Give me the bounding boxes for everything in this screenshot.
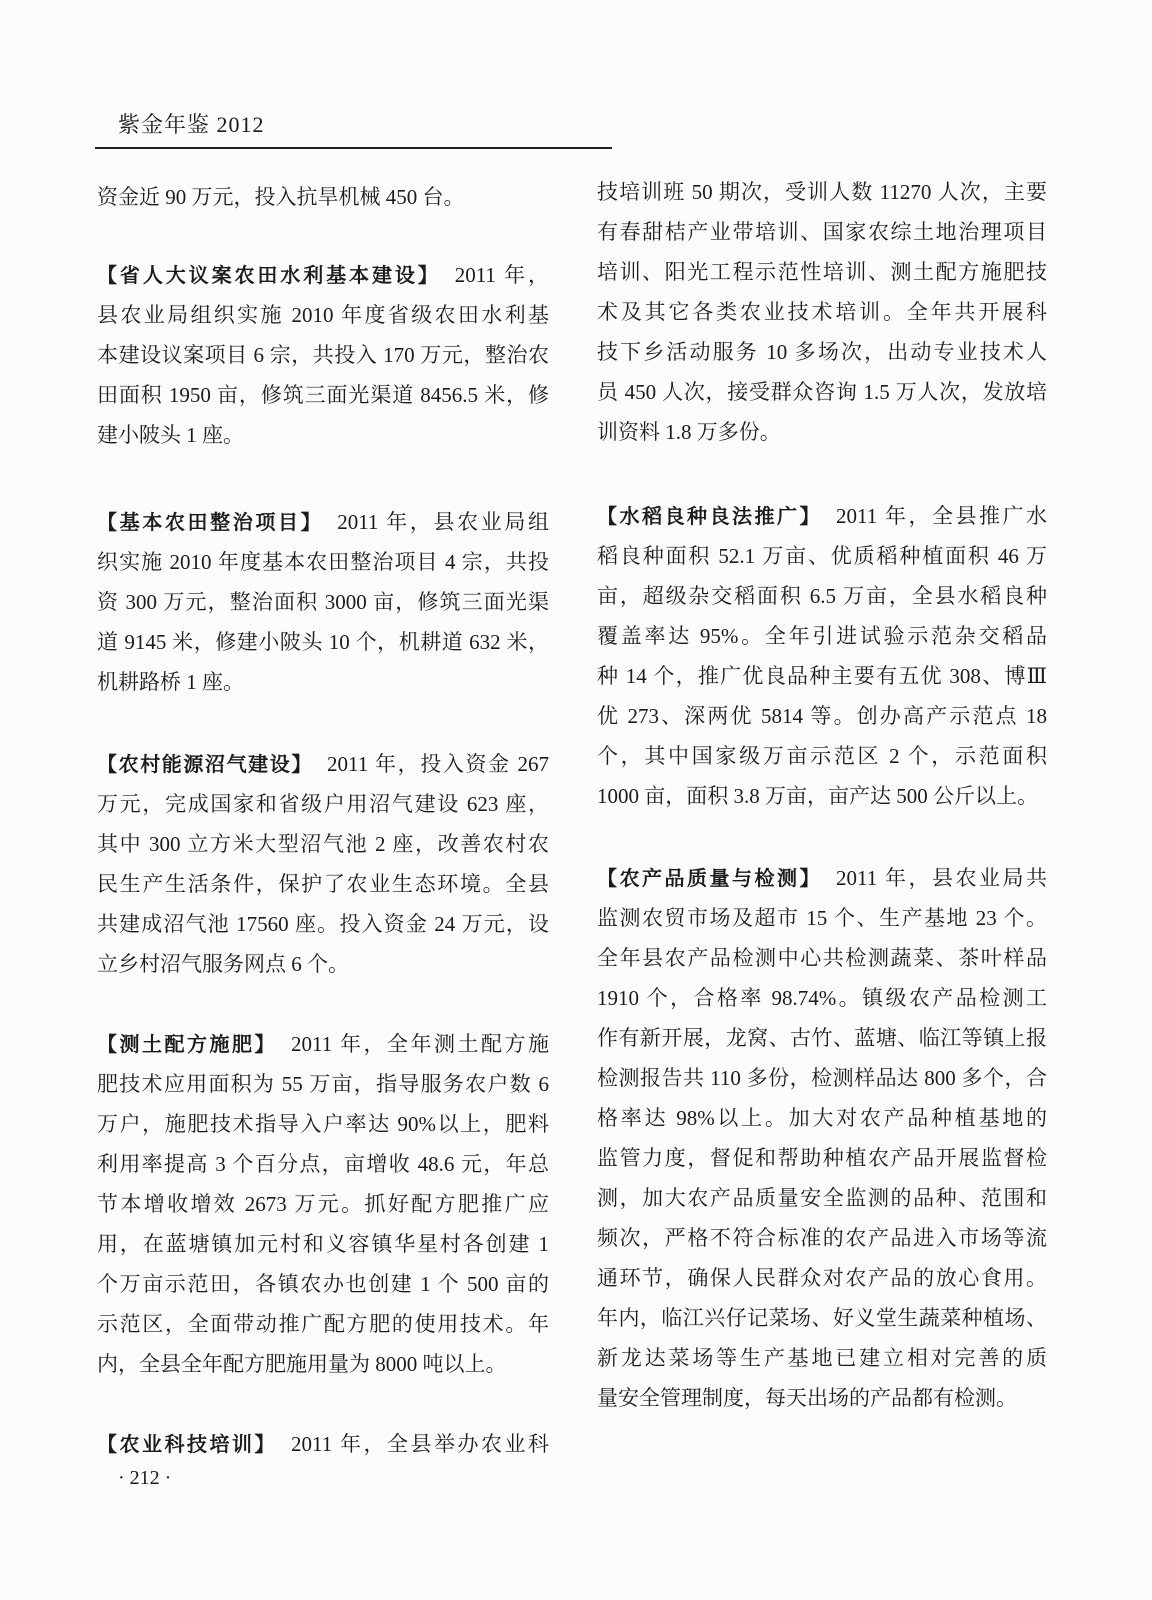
text-line: 个，其中国家级万亩示范区 2 个，示范面积 xyxy=(597,744,1047,768)
text-line: 通环节，确保人民群众对农产品的放心食用。 xyxy=(597,1266,1047,1290)
text-line: 检测报告共 110 多份，检测样品达 800 多个，合 xyxy=(597,1066,1047,1090)
section-heading: 【农产品质量与检测】 xyxy=(597,866,823,890)
text-line: 频次，严格不符合标准的农产品进入市场等流 xyxy=(597,1226,1047,1250)
paragraph-continued-training xyxy=(597,172,1047,452)
section-provincial-irrigation xyxy=(97,255,549,455)
section-heading: 【水稻良种良法推广】 xyxy=(597,504,823,528)
section-produce-quality xyxy=(597,858,1047,1418)
text-line-content: 2011 年，县农业局共 xyxy=(836,866,1047,890)
text-line: 覆盖率达 95%。全年引进试验示范杂交稻品 xyxy=(597,624,1047,648)
text-line: 亩，超级杂交稻面积 6.5 万亩，全县水稻良种 xyxy=(597,584,1047,608)
section-heading: 【基本农田整治项目】 xyxy=(97,510,324,534)
text-line: 建小陂头 1 座。 xyxy=(97,423,244,447)
text-line: 作有新开展，龙窝、古竹、蓝塘、临江等镇上报 xyxy=(597,1026,1047,1050)
text-line: 资金近 90 万元，投入抗旱机械 450 台。 xyxy=(97,185,465,209)
text-line: 员 450 人次，接受群众咨询 1.5 万人次，发放培 xyxy=(597,380,1047,404)
text-line: 1000 亩，面积 3.8 万亩，亩产达 500 公斤以上。 xyxy=(597,784,1038,808)
text-line-content: 2011 年，全年测土配方施 xyxy=(291,1032,549,1056)
text-line: 种 14 个，推广优良品种主要有五优 308、博Ⅲ xyxy=(597,664,1047,688)
text-line: 道 9145 米，修建小陂头 10 个，机耕道 632 米， xyxy=(97,630,549,654)
text-line: 民生产生活条件，保护了农业生态环境。全县 xyxy=(97,872,549,896)
text-line: 术及其它各类农业技术培训。全年共开展科 xyxy=(597,300,1047,324)
text-line xyxy=(597,858,1047,898)
text-line: 监管力度，督促和帮助种植农产品开展监督检 xyxy=(597,1146,1047,1170)
text-line: 格率达 98%以上。加大对农产品种植基地的 xyxy=(597,1106,1047,1130)
section-heading: 【农业科技培训】 xyxy=(97,1432,278,1456)
text-line-content: 2011 年，全县推广水 xyxy=(836,504,1047,528)
text-line: 资 300 万元，整治面积 3000 亩，修筑三面光渠 xyxy=(97,590,549,614)
section-heading: 【农村能源沼气建设】 xyxy=(97,752,313,776)
text-line xyxy=(597,496,1047,536)
text-line: 立乡村沼气服务网点 6 个。 xyxy=(97,952,349,976)
section-farmland-consolidation xyxy=(97,502,549,702)
text-line: 全年县农产品检测中心共检测蔬菜、茶叶样品 xyxy=(597,946,1047,970)
text-line: 有春甜桔产业带培训、国家农综土地治理项目 xyxy=(597,220,1047,244)
text-line: 培训、阳光工程示范性培训、测土配方施肥技 xyxy=(597,260,1047,284)
text-line: 技培训班 50 期次，受训人数 11270 人次，主要 xyxy=(597,180,1047,204)
page-header-title: 紫金年鉴 2012 xyxy=(118,112,265,137)
text-line: 织实施 2010 年度基本农田整治项目 4 宗，共投 xyxy=(97,550,549,574)
paragraph-continued-drought xyxy=(97,177,549,217)
page-number: · 212 · xyxy=(118,1467,172,1489)
text-line xyxy=(97,255,549,295)
text-line: 个万亩示范田，各镇农办也创建 1 个 500 亩的 xyxy=(97,1272,549,1296)
text-line: 万户，施肥技术指导入户率达 90%以上，肥料 xyxy=(97,1112,549,1136)
text-line: 监测农贸市场及超市 15 个、生产基地 23 个。 xyxy=(597,906,1047,930)
text-line xyxy=(97,1424,549,1464)
text-line: 本建设议案项目 6 宗，共投入 170 万元，整治农 xyxy=(97,343,549,367)
text-line: 量安全管理制度，每天出场的产品都有检测。 xyxy=(597,1386,1017,1410)
text-line: 年内，临江兴仔记菜场、好义堂生蔬菜种植场、 xyxy=(597,1306,1047,1330)
text-line xyxy=(97,744,549,784)
text-line: 利用率提高 3 个百分点，亩增收 48.6 元，年总 xyxy=(97,1152,549,1176)
text-line: 机耕路桥 1 座。 xyxy=(97,670,244,694)
section-heading: 【测土配方施肥】 xyxy=(97,1032,278,1056)
text-line: 肥技术应用面积为 55 万亩，指导服务农户数 6 xyxy=(97,1072,549,1096)
text-line: 内，全县全年配方肥施用量为 8000 吨以上。 xyxy=(97,1352,507,1376)
text-line: 共建成沼气池 17560 座。投入资金 24 万元，设 xyxy=(97,912,549,936)
text-line: 训资料 1.8 万多份。 xyxy=(597,420,781,444)
text-line-content: 2011 年， xyxy=(454,263,549,287)
text-line-content: 2011 年，投入资金 267 xyxy=(326,752,549,776)
text-line: 其中 300 立方米大型沼气池 2 座，改善农村农 xyxy=(97,832,549,856)
text-line: 新龙达菜场等生产基地已建立相对完善的质 xyxy=(597,1346,1047,1370)
text-line-content: 2011 年，全县举办农业科 xyxy=(291,1432,549,1456)
text-line: 用，在蓝塘镇加元村和义容镇华星村各创建 1 xyxy=(97,1232,549,1256)
text-line: 技下乡活动服务 10 多场次，出动专业技术人 xyxy=(597,340,1047,364)
text-line xyxy=(97,502,549,542)
text-line: 测，加大农产品质量安全监测的品种、范围和 xyxy=(597,1186,1047,1210)
text-line: 1910 个，合格率 98.74%。镇级农产品检测工 xyxy=(597,986,1047,1010)
text-line: 田面积 1950 亩，修筑三面光渠道 8456.5 米，修 xyxy=(97,383,549,407)
text-line: 节本增收增效 2673 万元。抓好配方肥推广应 xyxy=(97,1192,549,1216)
text-line: 示范区，全面带动推广配方肥的使用技术。年 xyxy=(97,1312,549,1336)
text-line: 稻良种面积 52.1 万亩、优质稻种植面积 46 万 xyxy=(597,544,1047,568)
section-soil-testing-fertilization xyxy=(97,1024,549,1384)
text-line: 万元，完成国家和省级户用沼气建设 623 座， xyxy=(97,792,549,816)
text-line: 优 273、深两优 5814 等。创办高产示范点 18 xyxy=(597,704,1047,728)
text-line-content: 2011 年，县农业局组 xyxy=(337,510,549,534)
header-rule xyxy=(95,147,612,149)
section-biogas-construction xyxy=(97,744,549,984)
text-line xyxy=(97,1024,549,1064)
text-line: 县农业局组织实施 2010 年度省级农田水利基 xyxy=(97,303,549,327)
section-rice-varieties xyxy=(597,496,1047,816)
section-agri-tech-training xyxy=(97,1424,549,1464)
section-heading: 【省人大议案农田水利基本建设】 xyxy=(97,263,441,287)
